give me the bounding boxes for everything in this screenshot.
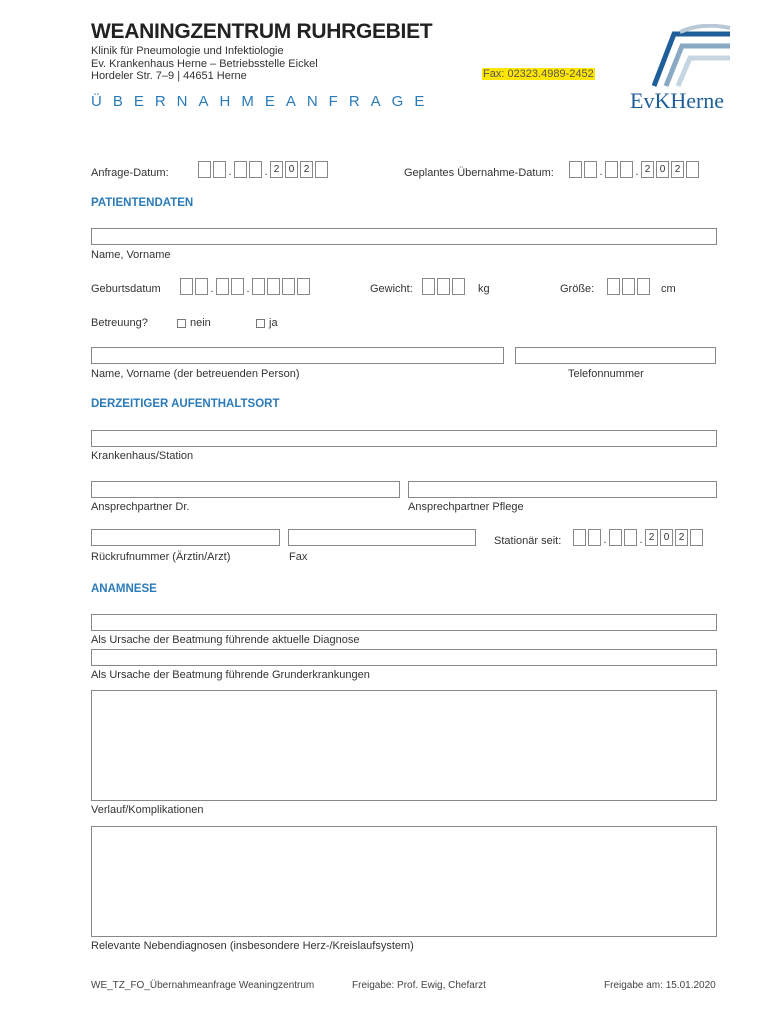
patient-name-input[interactable] — [91, 228, 717, 245]
callback-label: Rückrufnummer (Ärztin/Arzt) — [91, 551, 231, 563]
footer-approval: Freigabe: Prof. Ewig, Chefarzt — [352, 980, 486, 991]
care-yes-checkbox[interactable] — [256, 319, 265, 328]
hospital-label: Krankenhaus/Station — [91, 450, 194, 462]
planned-date-field[interactable]: . . 2 0 2 — [569, 161, 701, 178]
course-textarea[interactable] — [91, 690, 717, 801]
care-no-checkbox[interactable] — [177, 319, 186, 328]
contact-care-label: Ansprechpartner Pflege — [408, 501, 524, 513]
form-title: ÜBERNAHMEANFRAGE — [91, 93, 436, 110]
height-label: Größe: — [560, 283, 595, 295]
fax-label: Fax — [289, 551, 308, 563]
weight-label: Gewicht: — [370, 283, 413, 295]
hospital-address: Hordeler Str. 7–9 | 44651 Herne — [91, 70, 247, 82]
fax-input[interactable] — [288, 529, 476, 546]
clinic-name: Klinik für Pneumologie und Infektiologie — [91, 45, 284, 57]
diagnosis-label: Als Ursache der Beatmung führende aktuelle Diagnose — [91, 634, 360, 646]
care-yes-option[interactable]: ja — [256, 317, 278, 329]
contact-dr-input[interactable] — [91, 481, 400, 498]
inpatient-date-field[interactable]: . . 2 0 2 — [573, 529, 705, 546]
height-field[interactable] — [607, 278, 652, 295]
carer-name-label: Name, Vorname (der betreuenden Person) — [91, 368, 300, 380]
height-unit: cm — [661, 283, 676, 295]
secondary-label: Relevante Nebendiagnosen (insbesondere Herz-/Kreislaufsystem) — [91, 940, 414, 952]
contact-care-input[interactable] — [408, 481, 717, 498]
evk-logo-icon — [652, 24, 732, 88]
request-date-field[interactable]: . . 2 0 2 — [198, 161, 330, 178]
inpatient-label: Stationär seit: — [494, 535, 562, 547]
fax-number: Fax: 02323.4989-2452 — [483, 68, 594, 80]
birthdate-field[interactable]: . . — [180, 278, 312, 295]
care-no-option[interactable]: nein — [177, 317, 211, 329]
callback-input[interactable] — [91, 529, 280, 546]
footer-date: Freigabe am: 15.01.2020 — [604, 980, 716, 991]
section-patient: PATIENTENDATEN — [91, 197, 194, 209]
document-title: WEANINGZENTRUM RUHRGEBIET — [91, 20, 433, 43]
evk-logo-text: EvKHerne — [630, 88, 725, 113]
patient-name-label: Name, Vorname — [91, 249, 171, 261]
contact-dr-label: Ansprechpartner Dr. — [91, 501, 190, 513]
carer-name-input[interactable] — [91, 347, 504, 364]
planned-date-label: Geplantes Übernahme-Datum: — [404, 167, 554, 179]
underlying-input[interactable] — [91, 649, 717, 666]
weight-unit: kg — [478, 283, 490, 295]
birthdate-label: Geburtsdatum — [91, 283, 161, 295]
underlying-label: Als Ursache der Beatmung führende Grunderkrankungen — [91, 669, 370, 681]
phone-input[interactable] — [515, 347, 716, 364]
secondary-textarea[interactable] — [91, 826, 717, 937]
diagnosis-input[interactable] — [91, 614, 717, 631]
hospital-name: Ev. Krankenhaus Herne – Betriebsstelle Eickel — [91, 58, 318, 70]
hospital-input[interactable] — [91, 430, 717, 447]
footer-doc-id: WE_TZ_FO_Übernahmeanfrage Weaningzentrum — [91, 980, 315, 991]
section-location: DERZEITIGER AUFENTHALTSORT — [91, 398, 280, 410]
weight-field[interactable] — [422, 278, 467, 295]
course-label: Verlauf/Komplikationen — [91, 804, 204, 816]
request-date-label: Anfrage-Datum: — [91, 167, 169, 179]
care-label: Betreuung? — [91, 317, 148, 329]
phone-label: Telefonnummer — [568, 368, 644, 380]
section-anamnese: ANAMNESE — [91, 583, 157, 595]
